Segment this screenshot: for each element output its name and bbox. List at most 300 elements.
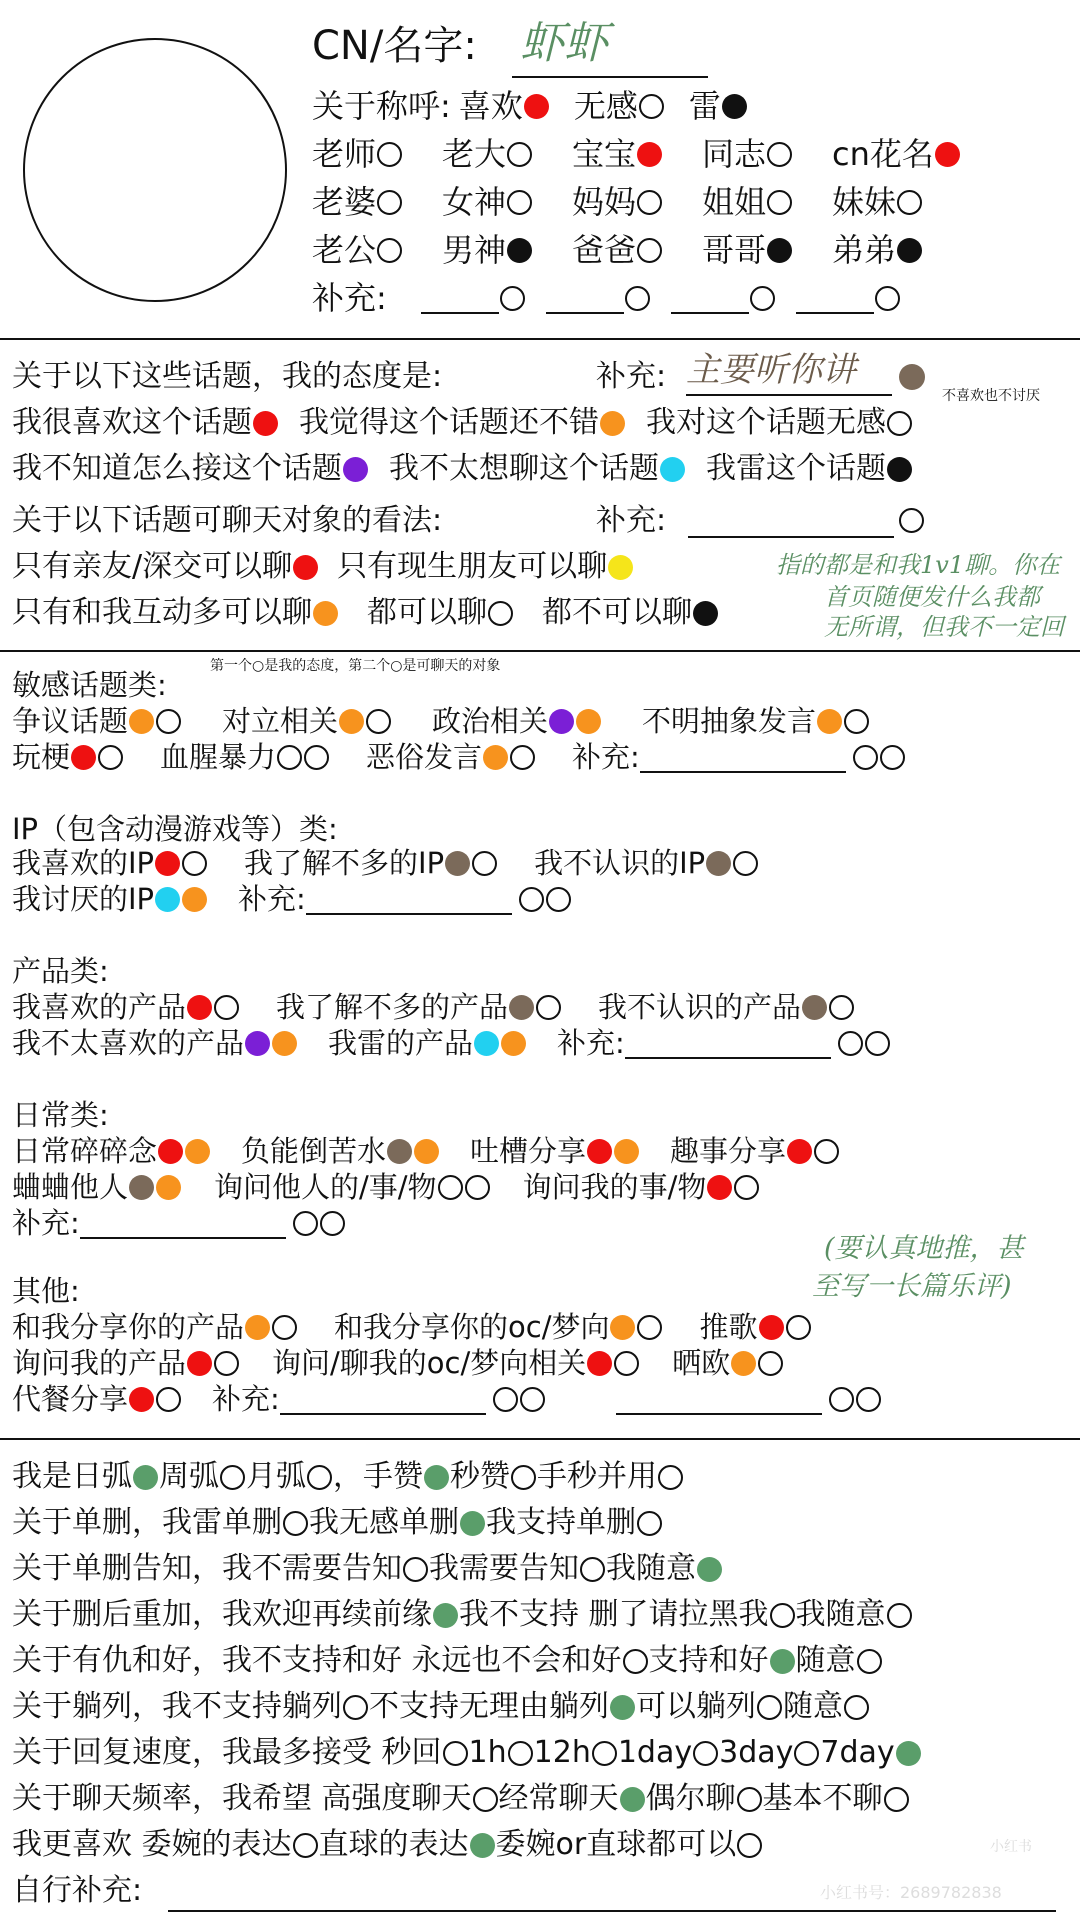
option-label: 蛐蛐他人 <box>12 1170 129 1204</box>
option-label: 老公 <box>312 231 377 269</box>
option-label: 我支持单删 <box>486 1505 636 1540</box>
red-dot-icon[interactable] <box>935 142 960 167</box>
option-label: 关于删后重加，我欢迎再续前缘 <box>12 1597 432 1632</box>
product-row <box>12 1026 891 1060</box>
empty-dot-icon[interactable] <box>637 1315 662 1340</box>
sensitive-row <box>12 740 906 774</box>
empty-dot-icon[interactable] <box>637 1511 662 1536</box>
orange-dot-icon[interactable] <box>156 1175 181 1200</box>
view-supp-dot <box>898 508 925 533</box>
divider <box>0 650 1080 652</box>
empty-dot-icon[interactable] <box>488 601 513 626</box>
orange-dot-icon[interactable] <box>182 887 207 912</box>
option-label: 不支持无理由躺列 <box>369 1689 609 1724</box>
brown-dot-icon[interactable] <box>802 995 827 1020</box>
orange-dot-icon[interactable] <box>600 411 625 436</box>
red-dot-icon[interactable] <box>587 1351 612 1376</box>
option-label: 关于有仇和好，我不支持和好 永远也不会和好 <box>12 1643 622 1678</box>
orange-dot-icon[interactable] <box>185 1139 210 1164</box>
option-label: 我随意 <box>606 1551 696 1586</box>
empty-dot-icon[interactable] <box>844 709 869 734</box>
orange-dot-icon[interactable] <box>272 1031 297 1056</box>
orange-dot-icon[interactable] <box>414 1139 439 1164</box>
option-label: 女神 <box>442 183 507 221</box>
empty-dot-icon[interactable] <box>737 1787 762 1812</box>
option-label: 询问我的事/物 <box>522 1170 707 1204</box>
option-label: 我不太想聊这个话题 <box>389 451 659 486</box>
attitude-supp-hand: 主要听你讲 <box>686 350 856 390</box>
empty-dot-icon[interactable] <box>637 238 662 263</box>
empty-dot-icon[interactable] <box>277 745 302 770</box>
green-dot-icon[interactable] <box>610 1695 635 1720</box>
product-row <box>12 990 891 1024</box>
option-label: 日常碎碎念 <box>12 1134 158 1168</box>
attitude-title: 关于以下这些话题，我的态度是: <box>12 359 443 394</box>
green-dot-icon[interactable] <box>620 1787 645 1812</box>
option-label: 只有现生朋友可以聊 <box>337 549 608 584</box>
empty-dot-icon[interactable] <box>465 1175 490 1200</box>
purple-dot-icon[interactable] <box>245 1031 270 1056</box>
brown-dot-icon[interactable] <box>387 1139 412 1164</box>
option-label: 随意 <box>783 1689 843 1724</box>
other-hand-2: 至写一长篇乐评) <box>812 1271 1012 1302</box>
option-label: 我了解不多的产品 <box>276 990 509 1024</box>
red-dot-icon[interactable] <box>71 745 96 770</box>
green-dot-icon[interactable] <box>133 1465 158 1490</box>
option-label: 我不认识的产品 <box>598 990 802 1024</box>
option-label: cn花名 <box>832 135 934 173</box>
option-label: 弟弟 <box>832 231 897 269</box>
preference-row <box>12 1504 663 1542</box>
attitude-supp-line <box>686 394 892 396</box>
option-label: 我喜欢的产品 <box>12 990 187 1024</box>
empty-dot-icon[interactable] <box>507 142 532 167</box>
purple-dot-icon[interactable] <box>549 709 574 734</box>
address-row <box>312 230 992 270</box>
empty-dot-icon[interactable] <box>737 1833 762 1858</box>
empty-dot-icon[interactable] <box>750 286 775 311</box>
address-row <box>312 182 992 222</box>
option-label: 老师 <box>312 135 377 173</box>
orange-dot-icon[interactable] <box>313 601 338 626</box>
attitude-note: 不喜欢也不讨厌 <box>942 388 1040 404</box>
ip-row <box>12 882 572 916</box>
option-label: 都可以聊 <box>367 595 487 630</box>
orange-dot-icon[interactable] <box>245 1315 270 1340</box>
option-label: 询问我的产品 <box>12 1346 187 1380</box>
empty-dot-icon[interactable] <box>853 745 878 770</box>
option-label: 我雷的产品 <box>328 1026 474 1060</box>
empty-dot-icon[interactable] <box>767 190 792 215</box>
option-label: 补充: <box>212 1382 280 1416</box>
option-label: 血腥暴力 <box>160 740 277 774</box>
attitude-supp-dot <box>898 364 926 390</box>
preference-row <box>12 1780 910 1818</box>
red-dot-icon[interactable] <box>787 1139 812 1164</box>
other-row <box>12 1382 882 1416</box>
empty-dot-icon[interactable] <box>293 1833 318 1858</box>
option-label: 补充: <box>312 279 387 317</box>
daily-supp-row <box>12 1206 346 1240</box>
option-label: 代餐分享 <box>12 1382 129 1416</box>
empty-dot-icon[interactable] <box>639 94 664 119</box>
empty-dot-icon[interactable] <box>856 1387 881 1412</box>
empty-dot-icon[interactable] <box>536 995 561 1020</box>
option-label: 男神 <box>442 231 507 269</box>
brown-dot-icon[interactable] <box>706 851 731 876</box>
orange-dot-icon[interactable] <box>610 1315 635 1340</box>
empty-dot-icon[interactable] <box>283 1511 308 1536</box>
option-label: 12h <box>533 1735 591 1770</box>
option-label: 喜欢 <box>458 87 523 125</box>
daily-title: 日常类: <box>12 1098 109 1132</box>
blank-line[interactable] <box>796 282 874 314</box>
option-label: 补充: <box>238 882 306 916</box>
option-label: 妹妹 <box>832 183 897 221</box>
option-label: 周弧 <box>159 1459 219 1494</box>
option-label: 询问/聊我的oc/梦向相关 <box>272 1346 587 1380</box>
blank-line[interactable] <box>421 282 499 314</box>
empty-dot-icon[interactable] <box>343 1695 368 1720</box>
purple-dot-icon[interactable] <box>343 457 368 482</box>
empty-dot-icon[interactable] <box>887 1603 912 1628</box>
orange-dot-icon[interactable] <box>731 1351 756 1376</box>
address-supplement-row <box>312 278 921 318</box>
hand-note-1: 指的都是和我1v1聊。你在 <box>776 551 1061 579</box>
divider <box>0 1438 1080 1440</box>
empty-dot-icon[interactable] <box>472 851 497 876</box>
attitude-row <box>12 404 933 442</box>
empty-dot-icon[interactable] <box>857 1649 882 1674</box>
green-dot-icon[interactable] <box>424 1465 449 1490</box>
empty-dot-icon[interactable] <box>493 1387 518 1412</box>
preference-row <box>12 1596 913 1634</box>
ip-row <box>12 846 795 880</box>
orange-dot-icon[interactable] <box>501 1031 526 1056</box>
empty-dot-icon[interactable] <box>403 1557 428 1582</box>
option-label: 我无感单删 <box>309 1505 459 1540</box>
option-label: 关于躺列，我不支持躺列 <box>12 1689 342 1724</box>
empty-dot-icon[interactable] <box>734 1175 759 1200</box>
option-label: 1day <box>617 1735 693 1770</box>
option-label: 委婉or直球都可以 <box>495 1827 737 1862</box>
red-dot-icon[interactable] <box>253 411 278 436</box>
divider <box>0 338 1080 340</box>
red-dot-icon[interactable] <box>187 995 212 1020</box>
empty-dot-icon[interactable] <box>443 1741 468 1766</box>
option-label: 随意 <box>795 1643 856 1678</box>
option-label: 我觉得这个话题还不错 <box>299 405 599 440</box>
empty-dot-icon[interactable] <box>507 190 532 215</box>
option-label: 同志 <box>702 135 767 173</box>
empty-dot-icon[interactable] <box>758 1351 783 1376</box>
self-supp-label: 自行补充: <box>12 1873 143 1908</box>
empty-dot-icon[interactable] <box>637 190 662 215</box>
empty-dot-icon[interactable] <box>770 1603 795 1628</box>
option-label: 我对这个话题无感 <box>646 405 886 440</box>
blank-line[interactable] <box>80 1207 286 1239</box>
option-label: 都不可以聊 <box>542 595 692 630</box>
orange-dot-icon[interactable] <box>614 1139 639 1164</box>
empty-dot-icon[interactable] <box>829 1387 854 1412</box>
red-dot-icon[interactable] <box>129 1387 154 1412</box>
orange-dot-icon[interactable] <box>817 709 842 734</box>
red-dot-icon[interactable] <box>637 142 662 167</box>
view-title: 关于以下话题可聊天对象的看法: <box>12 503 443 538</box>
ip-title: IP（包含动漫游戏等）类: <box>12 812 338 846</box>
option-label: 我更喜欢 委婉的表达 <box>12 1827 292 1862</box>
empty-dot-icon[interactable] <box>377 142 402 167</box>
empty-dot-icon[interactable] <box>794 1741 819 1766</box>
empty-dot-icon[interactable] <box>98 745 123 770</box>
other-title: 其他: <box>12 1274 80 1308</box>
other-hand-1: (要认真地推，甚 <box>824 1233 1024 1264</box>
blank-line[interactable] <box>616 1383 822 1415</box>
empty-dot-icon[interactable] <box>693 1741 718 1766</box>
sensitive-title: 敏感话题类: <box>12 668 167 702</box>
option-label: 基本不聊 <box>762 1781 883 1816</box>
option-label: 推歌 <box>699 1310 758 1344</box>
black-dot-icon[interactable] <box>767 238 792 263</box>
option-label: 只有和我互动多可以聊 <box>12 595 312 630</box>
empty-dot-icon[interactable] <box>829 995 854 1020</box>
option-label: 我不知道怎么接这个话题 <box>12 451 342 486</box>
option-label: 经常聊天 <box>498 1781 619 1816</box>
empty-dot-icon[interactable] <box>623 1649 648 1674</box>
empty-dot-icon[interactable] <box>844 1695 869 1720</box>
option-label: 我很喜欢这个话题 <box>12 405 252 440</box>
empty-dot-icon[interactable] <box>156 709 181 734</box>
empty-dot-icon[interactable] <box>580 1557 605 1582</box>
red-dot-icon[interactable] <box>759 1315 784 1340</box>
preference-row <box>12 1458 684 1496</box>
view-supp-label: 补充: <box>596 503 667 538</box>
option-label: 支持和好 <box>648 1643 769 1678</box>
cyan-dot-icon[interactable] <box>660 457 685 482</box>
blank-line[interactable] <box>625 1027 831 1059</box>
green-dot-icon[interactable] <box>460 1511 485 1536</box>
option-label: 无感 <box>573 87 638 125</box>
empty-dot-icon[interactable] <box>838 1031 863 1056</box>
option-label: 姐姐 <box>702 183 767 221</box>
daily-row <box>12 1170 792 1204</box>
green-dot-icon[interactable] <box>770 1649 795 1674</box>
empty-dot-icon[interactable] <box>220 1465 245 1490</box>
option-label: 3day <box>719 1735 794 1770</box>
black-dot-icon[interactable] <box>887 457 912 482</box>
empty-dot-icon[interactable] <box>377 238 402 263</box>
option-label: 趣事分享 <box>670 1134 787 1168</box>
option-label: 关于单删，我雷单删 <box>12 1505 282 1540</box>
orange-dot-icon[interactable] <box>129 709 154 734</box>
empty-dot-icon[interactable] <box>156 1387 181 1412</box>
empty-dot-icon[interactable] <box>500 286 525 311</box>
empty-dot-icon[interactable] <box>897 190 922 215</box>
option-label: 我随意 <box>795 1597 886 1632</box>
red-dot-icon[interactable] <box>293 555 318 580</box>
empty-dot-icon[interactable] <box>865 1031 890 1056</box>
option-label: 政治相关 <box>432 704 549 738</box>
address-row <box>312 134 992 174</box>
option-label: 我不太喜欢的产品 <box>12 1026 245 1060</box>
address-legend <box>312 86 772 126</box>
empty-dot-icon[interactable] <box>875 286 900 311</box>
preference-row <box>12 1550 723 1588</box>
red-dot-icon[interactable] <box>158 1139 183 1164</box>
empty-dot-icon[interactable] <box>214 1351 239 1376</box>
option-label: 和我分享你的oc/梦向 <box>334 1310 610 1344</box>
cn-label: CN/名字: <box>312 23 477 69</box>
option-label: 直球的表达 <box>318 1827 469 1862</box>
empty-dot-icon[interactable] <box>884 1787 909 1812</box>
option-label: 手秒并用 <box>537 1459 657 1494</box>
empty-dot-icon[interactable] <box>786 1315 811 1340</box>
empty-dot-icon[interactable] <box>304 745 329 770</box>
green-dot-icon[interactable] <box>697 1557 722 1582</box>
black-dot-icon[interactable] <box>507 238 532 263</box>
black-dot-icon[interactable] <box>693 601 718 626</box>
option-label: 补充: <box>572 740 640 774</box>
empty-dot-icon[interactable] <box>307 1465 332 1490</box>
orange-dot-icon[interactable] <box>339 709 364 734</box>
option-label: 恶俗发言 <box>366 740 483 774</box>
empty-dot-icon[interactable] <box>614 1351 639 1376</box>
blank-line[interactable] <box>306 883 512 915</box>
option-label: 我喜欢的IP <box>12 846 155 880</box>
green-dot-icon[interactable] <box>433 1603 458 1628</box>
empty-dot-icon[interactable] <box>658 1465 683 1490</box>
empty-dot-icon[interactable] <box>510 745 535 770</box>
view-row <box>12 548 652 586</box>
attitude-row <box>12 450 933 488</box>
option-label: 只有亲友/深交可以聊 <box>12 549 293 584</box>
option-label: 我需要告知 <box>429 1551 579 1586</box>
option-label: 吐槽分享 <box>470 1134 587 1168</box>
blank-line[interactable] <box>280 1383 486 1415</box>
empty-dot-icon[interactable] <box>887 411 912 436</box>
option-label: 我雷这个话题 <box>706 451 886 486</box>
empty-dot-icon[interactable] <box>508 1741 533 1766</box>
avatar-circle <box>23 38 287 302</box>
empty-dot-icon[interactable] <box>320 1211 345 1236</box>
orange-dot-icon[interactable] <box>483 745 508 770</box>
red-dot-icon[interactable] <box>587 1139 612 1164</box>
empty-dot-icon[interactable] <box>511 1465 536 1490</box>
blank-line[interactable] <box>546 282 624 314</box>
empty-dot-icon[interactable] <box>438 1175 463 1200</box>
empty-dot-icon[interactable] <box>546 887 571 912</box>
option-label: 老大 <box>442 135 507 173</box>
green-dot-icon[interactable] <box>470 1833 495 1858</box>
option-label: 关于回复速度，我最多接受 秒回 <box>12 1735 442 1770</box>
blank-line[interactable] <box>671 282 749 314</box>
option-label: 我不认识的IP <box>534 846 706 880</box>
empty-dot-icon[interactable] <box>293 1211 318 1236</box>
option-label: 争议话题 <box>12 704 129 738</box>
sensitive-note: 第一个○是我的态度，第二个○是可聊天的对象 <box>210 658 501 674</box>
hand-note-3: 无所谓，但我不一定回 <box>824 613 1064 641</box>
option-label: 补充: <box>12 1206 80 1240</box>
empty-dot-icon[interactable] <box>767 142 792 167</box>
option-label: 我讨厌的IP <box>12 882 155 916</box>
cn-underline <box>512 76 708 78</box>
view-row <box>12 594 747 632</box>
option-label: 老婆 <box>312 183 377 221</box>
black-dot-icon[interactable] <box>897 238 922 263</box>
option-label: 月弧 <box>246 1459 306 1494</box>
option-label: 雷 <box>688 87 721 125</box>
preference-row <box>12 1642 883 1680</box>
option-label: 关于称呼: <box>312 87 451 125</box>
red-dot-icon[interactable] <box>707 1175 732 1200</box>
empty-dot-icon[interactable] <box>182 851 207 876</box>
empty-dot-icon[interactable] <box>814 1139 839 1164</box>
empty-dot-icon[interactable] <box>214 995 239 1020</box>
empty-dot-icon[interactable] <box>592 1741 617 1766</box>
watermark-id: 小红书号：2689782838 <box>820 1883 1002 1902</box>
preference-row <box>12 1826 763 1864</box>
red-dot-icon[interactable] <box>524 94 549 119</box>
empty-dot-icon[interactable] <box>519 887 544 912</box>
red-dot-icon[interactable] <box>187 1351 212 1376</box>
yellow-dot-icon[interactable] <box>608 555 633 580</box>
black-dot-icon[interactable] <box>722 94 747 119</box>
option-label: 我了解不多的IP <box>244 846 445 880</box>
preference-row <box>12 1734 922 1772</box>
option-label: 7day <box>820 1735 895 1770</box>
option-label: 对立相关 <box>222 704 339 738</box>
option-label: 1h <box>468 1735 507 1770</box>
option-label: 玩梗 <box>12 740 71 774</box>
other-row <box>12 1310 848 1344</box>
option-label: 宝宝 <box>572 135 637 173</box>
option-label: 和我分享你的产品 <box>12 1310 245 1344</box>
orange-dot-icon[interactable] <box>576 709 601 734</box>
option-label: 可以躺列 <box>636 1689 756 1724</box>
option-label: 偶尔聊 <box>645 1781 736 1816</box>
option-label: 爸爸 <box>572 231 637 269</box>
empty-dot-icon[interactable] <box>473 1787 498 1812</box>
brown-dot-icon[interactable] <box>509 995 534 1020</box>
option-label: ，手赞 <box>333 1459 423 1494</box>
option-label: 哥哥 <box>702 231 767 269</box>
empty-dot-icon[interactable] <box>366 709 391 734</box>
sensitive-row <box>12 704 910 738</box>
option-label: 我是日弧 <box>12 1459 132 1494</box>
cyan-dot-icon[interactable] <box>474 1031 499 1056</box>
option-label: 不明抽象发言 <box>642 704 817 738</box>
brown-dot-icon[interactable] <box>445 851 470 876</box>
option-label: 补充: <box>557 1026 625 1060</box>
empty-dot-icon[interactable] <box>757 1695 782 1720</box>
option-label: 询问他人的/事/物 <box>214 1170 437 1204</box>
daily-row <box>12 1134 870 1168</box>
empty-dot-icon[interactable] <box>733 851 758 876</box>
empty-dot-icon[interactable] <box>520 1387 545 1412</box>
cyan-dot-icon[interactable] <box>155 887 180 912</box>
red-dot-icon[interactable] <box>155 851 180 876</box>
brown-dot-icon[interactable] <box>129 1175 154 1200</box>
empty-dot-icon[interactable] <box>625 286 650 311</box>
option-label: 我不支持 删了请拉黑我 <box>459 1597 769 1632</box>
empty-dot-icon[interactable] <box>880 745 905 770</box>
blank-line[interactable] <box>640 741 846 773</box>
empty-dot-icon[interactable] <box>377 190 402 215</box>
green-dot-icon[interactable] <box>896 1741 921 1766</box>
empty-dot-icon[interactable] <box>272 1315 297 1340</box>
option-label: 负能倒苦水 <box>241 1134 387 1168</box>
cn-value: 虾虾 <box>520 18 608 69</box>
